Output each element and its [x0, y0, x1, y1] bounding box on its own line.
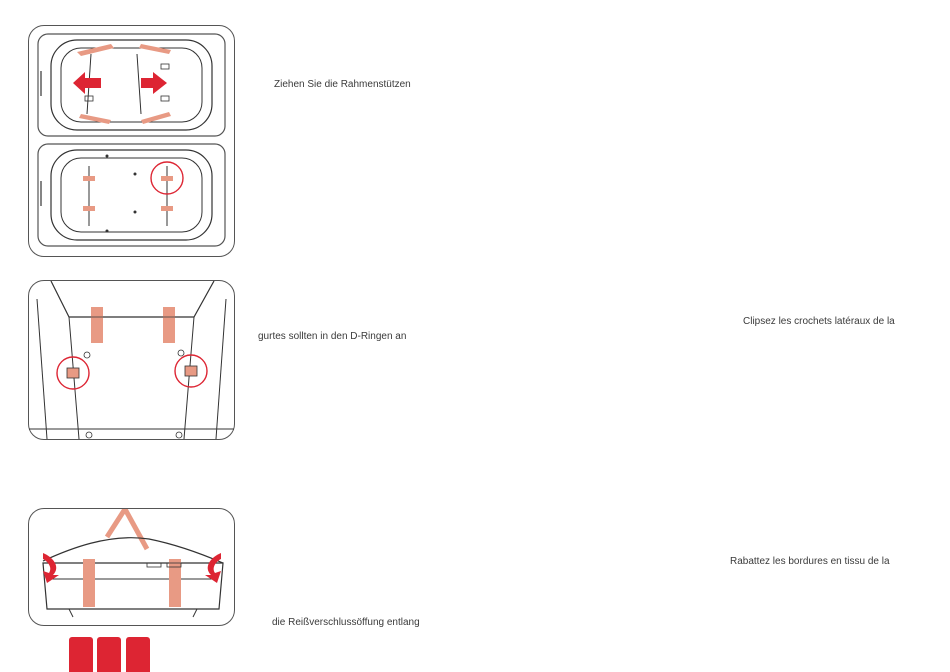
- step1-illustration-panel: [28, 25, 235, 257]
- pull-arrow-left-icon: [73, 72, 101, 94]
- step2-caption-fr: Clipsez les crochets latéraux de la: [743, 316, 895, 327]
- step3-caption-de: die Reißverschlussöffung entlang: [272, 617, 420, 628]
- step3-caption-fr: Rabattez les bordures en tissu de la: [730, 556, 890, 567]
- pull-arrow-right-icon: [141, 72, 167, 94]
- step1-caption-de: Ziehen Sie die Rahmenstützen: [274, 79, 411, 90]
- step2-illustration-panel: [28, 280, 235, 440]
- page-tab-3: [126, 637, 150, 672]
- page-tab-2: [97, 637, 121, 672]
- page-tab-1: [69, 637, 93, 672]
- step3-illustration-panel: [28, 508, 235, 626]
- step2-caption-de: gurtes sollten in den D-Ringen an: [258, 331, 407, 342]
